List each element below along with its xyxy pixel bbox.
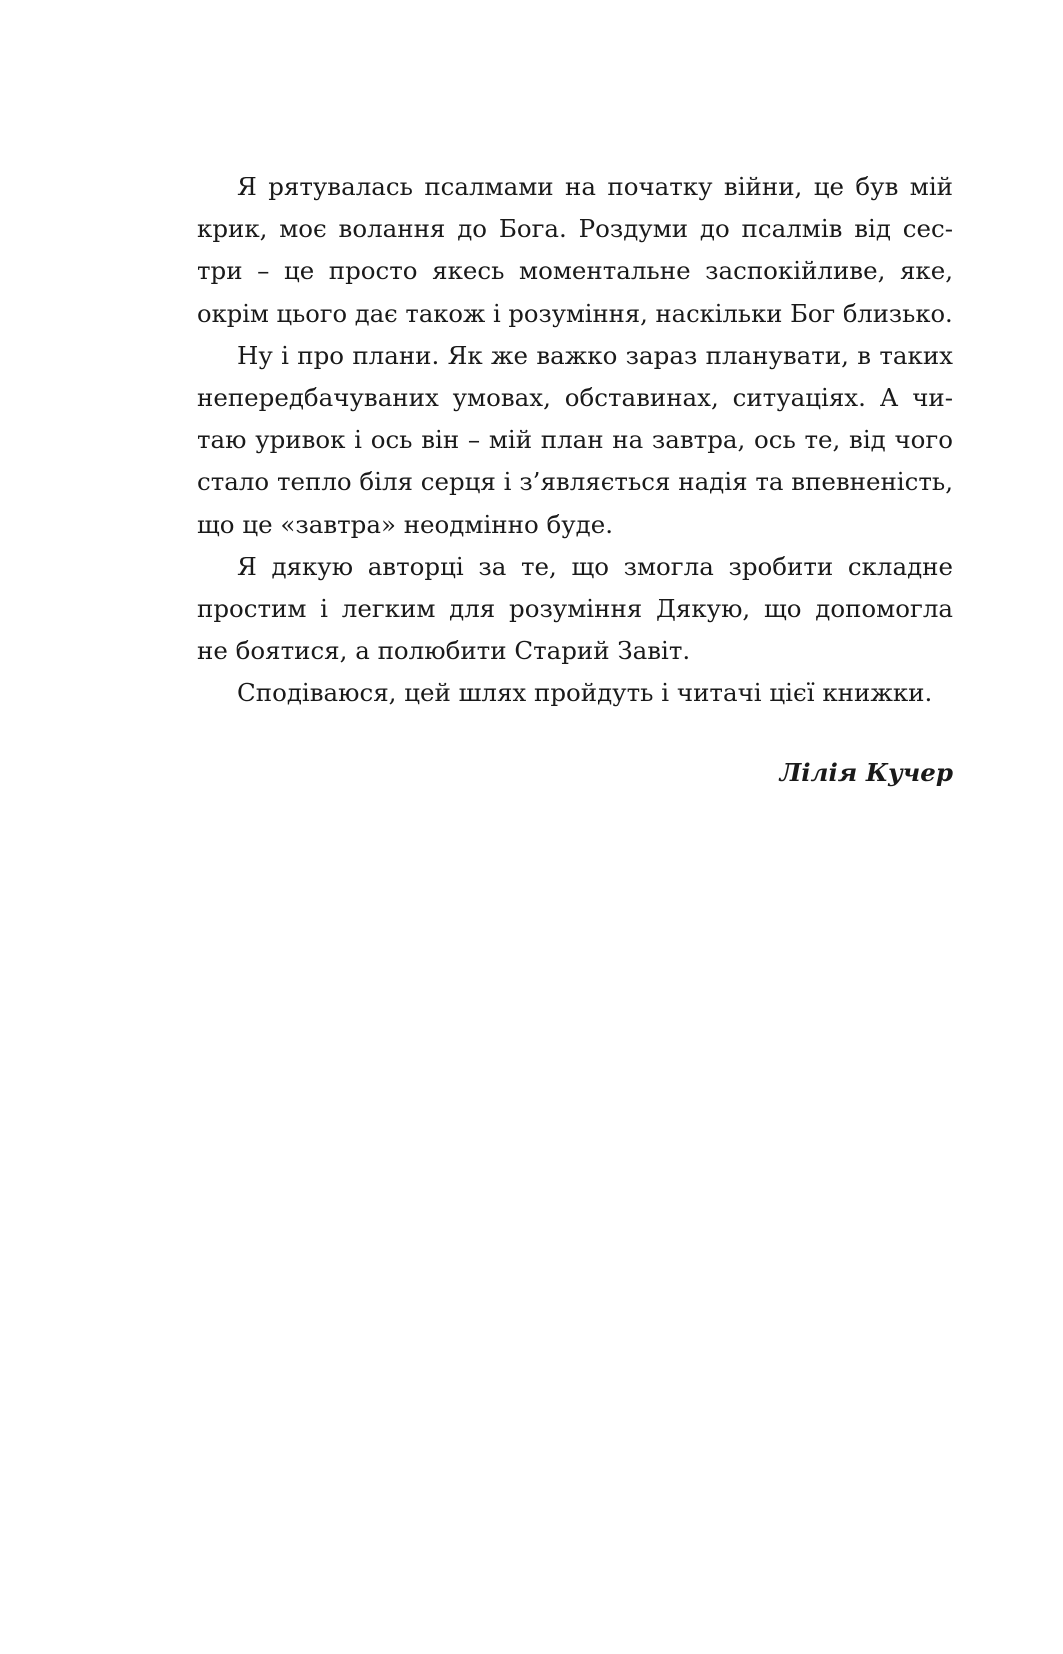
paragraph-4-line-1: Сподіваюся, цей шлях пройдуть і читачі цієї книжки. [237, 678, 933, 708]
paragraph-2-line-2: непередбачуваних умовах, обставинах, ситуаціях. А чи- [197, 382, 953, 412]
paragraph-2-line-1: Ну і про плани. Як же важко зараз планувати, в таких [237, 340, 953, 370]
paragraph-2-line-3: таю уривок і ось він – мій план на завтра, ось те, від чого [197, 425, 953, 455]
body-text [197, 166, 953, 714]
paragraph-1-line-4: окрім цього дає також і розуміння, наскільки Бог близько. [197, 299, 953, 328]
paragraph-3-line-2: простим і легким для розуміння Дякую, що допомогла [197, 593, 953, 623]
author-signature: Лілія Кучер [779, 758, 953, 787]
paragraph-2-line-4: стало тепло біля серця і з’являється надія та впевненість, [197, 467, 953, 497]
paragraph-1-line-2: крик, моє волання до Бога. Роздуми до псалмів від сес- [197, 214, 953, 244]
paragraph-2-line-5: що це «завтра» неодмінно буде. [197, 509, 614, 539]
paragraph-3-line-3: не боятися, а полюбити Старий Завіт. [197, 636, 691, 666]
paragraph-1-line-3: три – це просто якесь моментальне заспокійливе, яке, [197, 256, 953, 286]
paragraph-3-line-1: Я дякую авторці за те, що змогла зробити складне [237, 551, 953, 581]
paragraph-1-line-1: Я рятувалась псалмами на початку війни, це був мій [237, 172, 953, 201]
